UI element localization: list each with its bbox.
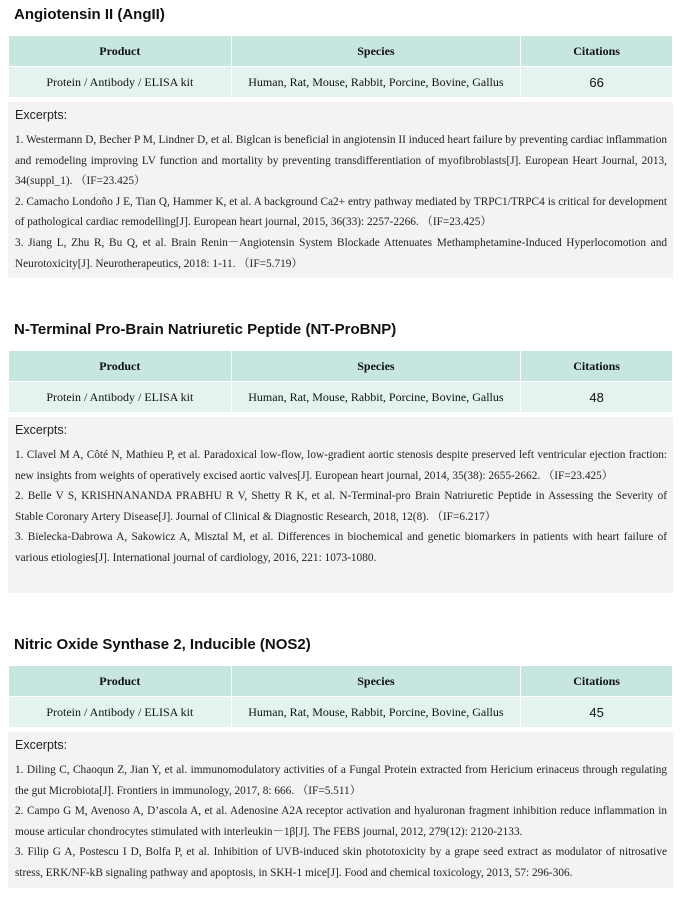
info-table	[8, 665, 673, 728]
reference-item: 2. Camacho Londoño J E, Tian Q, Hammer K, et al. A background Ca2+ entry pathway mediated by TRPC1/TRPC4 is critical for development of pathological cardiac remodelling[J]. European heart journal, 2015, 36(33): 2257-2266. （IF=23.425）	[15, 195, 667, 229]
excerpts-label: Excerpts:	[15, 738, 68, 752]
header-citations: Citations	[521, 666, 673, 697]
section-title: N-Terminal Pro-Brain Natriuretic Peptide (NT-ProBNP)	[14, 321, 397, 338]
table-header-row	[9, 666, 673, 697]
excerpts-box	[8, 417, 673, 593]
header-species: Species	[231, 36, 521, 67]
header-citations: Citations	[521, 36, 673, 67]
header-citations: Citations	[521, 351, 673, 382]
reference-item: 2. Campo G M, Avenoso A, D’ascola A, et al. Adenosine A2A receptor activation and hyaluronan fragment inhibition reduce inflammation in mouse articular chondrocytes stimulated with interleukin－1β[J]. The FEBS journal, 2012, 279(12): 2120-2133.	[15, 805, 667, 838]
cell-citations: 66	[521, 67, 673, 98]
excerpts-box	[8, 102, 673, 278]
section-title: Nitric Oxide Synthase 2, Inducible (NOS2)	[14, 636, 311, 653]
table-row	[9, 697, 673, 728]
reference-item: 2. Belle V S, KRISHNANANDA PRABHU R V, Shetty R K, et al. N-Terminal-pro Brain Natriuretic Peptide in Assessing the Severity of Stable Coronary Artery Disease[J]. Journal of Clinical & Diagnostic Research, 2018, 12(8). （IF=6.217）	[15, 490, 667, 523]
table-header-row	[9, 36, 673, 67]
section-title: Angiotensin II (AngII)	[14, 6, 165, 23]
reference-item: 1. Westermann D, Becher P M, Lindner D, et al. Biglcan is beneficial in angiotensin II induced heart failure by preventing cardiac inflammation and remodeling improving LV function and mortality by preventing transdifferentiation of myofibroblasts[J]. European Heart Journal, 2013, 34(suppl_1). （IF=23.425）	[15, 134, 667, 188]
header-species: Species	[231, 351, 521, 382]
header-product: Product	[9, 666, 232, 697]
cell-species: Human, Rat, Mouse, Rabbit, Porcine, Bovine, Gallus	[231, 697, 521, 728]
table-header-row	[9, 351, 673, 382]
reference-item: 3. Jiang L, Zhu R, Bu Q, et al. Brain Renin－Angiotensin System Blockade Attenuates Methamphetamine-Induced Hyperlocomotion and Neurotoxicity[J]. Neurotherapeutics, 2018: 1-11. （IF=5.719）	[15, 236, 667, 270]
excerpts-label: Excerpts:	[15, 423, 68, 437]
cell-citations: 45	[521, 697, 673, 728]
excerpts-box	[8, 732, 673, 888]
cell-product: Protein / Antibody / ELISA kit	[9, 382, 232, 413]
info-table	[8, 35, 673, 98]
reference-item: 1. Clavel M A, Côté N, Mathieu P, et al. Paradoxical low-flow, low-gradient aortic stenosis despite preserved left ventricular ejection fraction: new insights from weights of operatively excised aortic valves[J]. European heart journal, 2014, 35(38): 2655-2662. （IF=23.425）	[15, 449, 667, 482]
cell-product: Protein / Antibody / ELISA kit	[9, 67, 232, 98]
table-row	[9, 382, 673, 413]
reference-item: 1. Diling C, Chaoqun Z, Jian Y, et al. immunomodulatory activities of a Fungal Protein extracted from Hericium erinaceus through regulating the gut Microbiota[J]. Frontiers in immunology, 2017, 8: 666. （IF=5.511）	[15, 764, 667, 797]
table-row	[9, 67, 673, 98]
cell-species: Human, Rat, Mouse, Rabbit, Porcine, Bovine, Gallus	[231, 382, 521, 413]
excerpts-label: Excerpts:	[15, 108, 68, 122]
cell-citations: 48	[521, 382, 673, 413]
reference-item: 3. Bielecka-Dabrowa A, Sakowicz A, Misztal M, et al. Differences in biochemical and genetic biomarkers in patients with heart failure of various etiologies[J]. International journal of cardiology, 2016, 221: 1073-1080.	[15, 531, 667, 564]
header-species: Species	[231, 666, 521, 697]
cell-product: Protein / Antibody / ELISA kit	[9, 697, 232, 728]
reference-item: 3. Filip G A, Postescu I D, Bolfa P, et al. Inhibition of UVB-induced skin phototoxicity by a grape seed extract as modulator of nitrosative stress, ERK/NF-kB signaling pathway and apoptosis, in SKH-1 mice[J]. Food and chemical toxicology, 2013, 57: 296-306.	[15, 846, 667, 879]
info-table	[8, 350, 673, 413]
header-product: Product	[9, 36, 232, 67]
cell-species: Human, Rat, Mouse, Rabbit, Porcine, Bovine, Gallus	[231, 67, 521, 98]
header-product: Product	[9, 351, 232, 382]
